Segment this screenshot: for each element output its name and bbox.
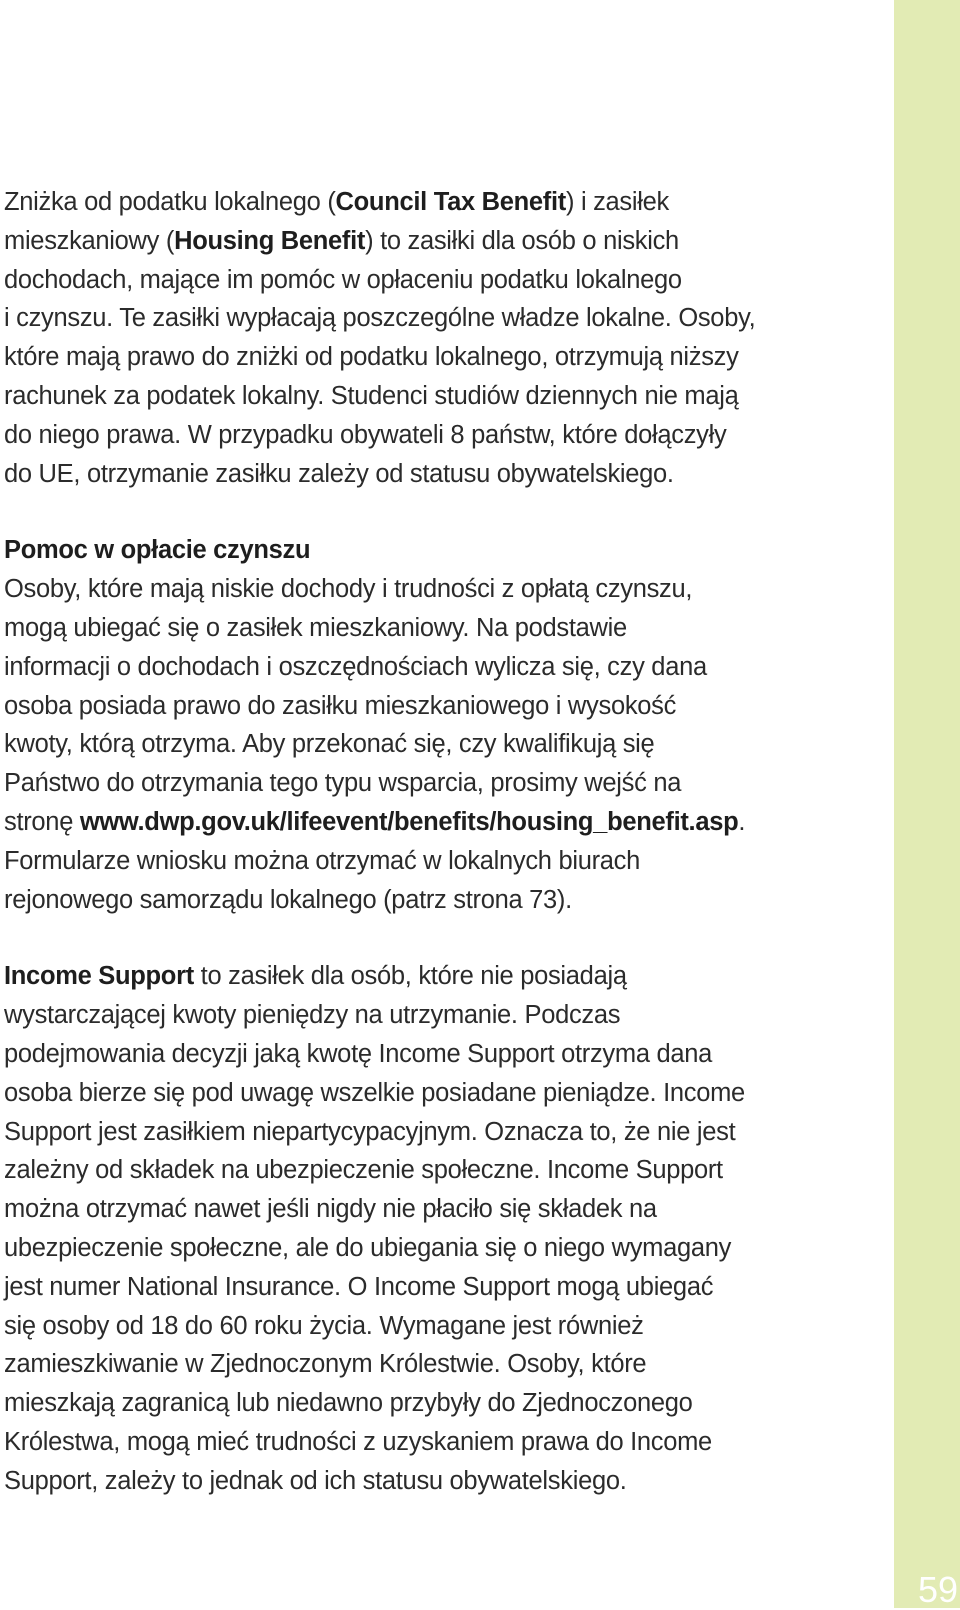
text-line: Państwo do otrzymania tego typu wsparcia, prosimy wejść na xyxy=(4,769,682,798)
text-line: Królestwa, mogą mieć trudności z uzyskaniem prawa do Income xyxy=(4,1427,712,1456)
text-line: mogą ubiegać się o zasiłek mieszkaniowy. Na podstawie xyxy=(4,613,627,642)
text-line: Income Support to zasiłek dla osób, które nie posiadają xyxy=(4,962,627,991)
text-line: zależny od składek na ubezpieczenie społeczne. Income Support xyxy=(4,1156,723,1185)
paragraph-income-support xyxy=(4,957,884,1500)
text-line: jest numer National Insurance. O Income Support mogą ubiegać xyxy=(4,1272,714,1301)
text-line: dochodach, mające im pomóc w opłaceniu podatku lokalnego xyxy=(4,265,682,294)
page-side-band xyxy=(894,0,960,1608)
page-body xyxy=(4,183,884,1501)
text-line: mieszkają zagranicą lub niedawno przybyły do Zjednoczonego xyxy=(4,1389,693,1418)
text-line: zamieszkiwanie w Zjednoczonym Królestwie. Osoby, które xyxy=(4,1350,647,1379)
text-line: ubezpieczenie społeczne, ale do ubiegania się o niego wymagany xyxy=(4,1233,732,1262)
text-line: stronę www.dwp.gov.uk/lifeevent/benefits/housing_benefit.asp. xyxy=(4,807,746,836)
text-line: osoba bierze się pod uwagę wszelkie posiadane pieniądze. Income xyxy=(4,1078,745,1107)
text-line: kwoty, którą otrzyma. Aby przekonać się, czy kwalifikują się xyxy=(4,730,655,759)
term-income-support: Income Support xyxy=(4,962,194,991)
text-line: Support, zależy to jednak od ich statusu obywatelskiego. xyxy=(4,1466,627,1495)
text-line: Zniżka od podatku lokalnego (Council Tax Benefit) i zasiłek xyxy=(4,188,669,216)
text-line: rachunek za podatek lokalny. Studenci studiów dziennych nie mają xyxy=(4,381,739,410)
text-line: wystarczającej kwoty pieniędzy na utrzymanie. Podczas xyxy=(4,1001,621,1030)
term-housing-benefit: Housing Benefit xyxy=(174,226,366,255)
text-line: można otrzymać nawet jeśli nigdy nie płaciło się składek na xyxy=(4,1195,657,1224)
text-line: Osoby, które mają niskie dochody i trudności z opłatą czynszu, xyxy=(4,575,693,604)
term-council-tax-benefit: Council Tax Benefit xyxy=(335,188,566,216)
text-line: Formularze wniosku można otrzymać w lokalnych biurach xyxy=(4,846,641,875)
page-number: 59 xyxy=(917,1569,958,1610)
text-line: podejmowania decyzji jaką kwotę Income Support otrzyma dana xyxy=(4,1039,713,1068)
text-line: do UE, otrzymanie zasiłku zależy od statusu obywatelskiego. xyxy=(4,459,674,488)
text-line: mieszkaniowy (Housing Benefit) to zasiłki dla osób o niskich xyxy=(4,226,679,255)
housing-benefit-link[interactable]: www.dwp.gov.uk/lifeevent/benefits/housing_benefit.asp xyxy=(79,807,739,836)
text-line: osoba posiada prawo do zasiłku mieszkaniowego i wysokość xyxy=(4,691,677,720)
text-line: Support jest zasiłkiem niepartycypacyjnym. Oznacza to, że nie jest xyxy=(4,1117,736,1146)
text-line: się osoby od 18 do 60 roku życia. Wymagane jest również xyxy=(4,1311,644,1340)
text-line: które mają prawo do zniżki od podatku lokalnego, otrzymują niższy xyxy=(4,343,739,372)
text-line: rejonowego samorządu lokalnego (patrz strona 73). xyxy=(4,885,572,914)
text-line: do niego prawa. W przypadku obywateli 8 państw, które dołączyły xyxy=(4,420,727,449)
section-rent-help xyxy=(4,531,884,919)
text-line: informacji o dochodach i oszczędnościach wylicza się, czy dana xyxy=(4,652,707,681)
paragraph-council-tax-housing-benefit xyxy=(4,183,884,493)
text-line: i czynszu. Te zasiłki wypłacają poszczególne władze lokalne. Osoby, xyxy=(4,304,756,333)
section-heading: Pomoc w opłacie czynszu xyxy=(4,536,311,565)
